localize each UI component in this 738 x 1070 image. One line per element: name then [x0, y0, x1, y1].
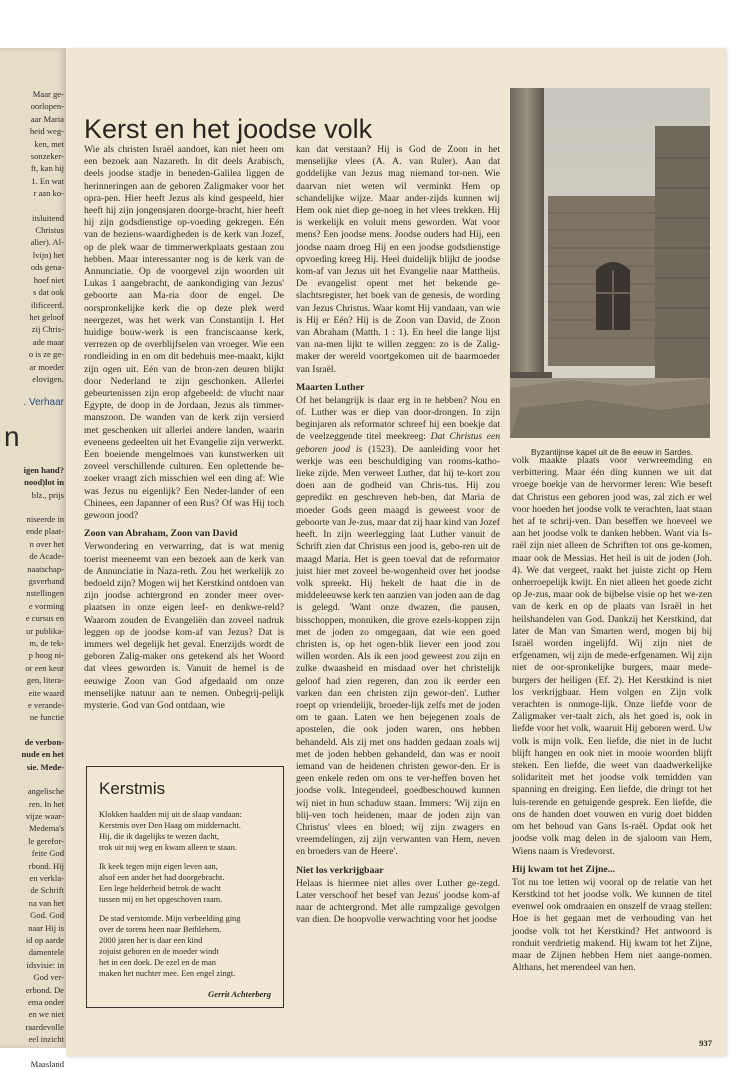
byzantine-chapel-image — [510, 88, 710, 438]
photo-caption: Byzantijnse kapel uit de 8e eeuw in Sardes. — [530, 447, 694, 457]
prev-page-line: God ver- — [33, 972, 64, 983]
prev-page-line: le gerefor- — [28, 835, 64, 846]
prev-page-line: alier). Al- — [30, 237, 64, 248]
poem-box — [86, 766, 284, 1008]
prev-page-line: gen, litera- — [26, 675, 64, 686]
previous-page-text — [4, 88, 66, 1070]
prev-page-line: s dat ook — [32, 287, 64, 298]
prev-page-line: ken, met — [34, 138, 64, 149]
prev-page-line: e verande- — [27, 700, 64, 711]
prev-page-line: nude en het — [21, 749, 64, 760]
prev-page-line — [4, 1046, 66, 1058]
prev-page-line — [4, 501, 66, 513]
poem-author: Gerrit Achterberg — [208, 989, 271, 999]
prev-page-line: vijze waar- — [25, 810, 64, 821]
prev-page-line — [4, 200, 66, 212]
poem-line: het in een doek. De ezel en de man — [99, 958, 216, 967]
prev-page-line: en we niet — [28, 1009, 64, 1020]
paragraph: Verwondering en verwarring, dat is wat menig toerist meeneemt van een bezoek aan de kerk van de Annunciatie in Naza-reth. Zou het werkelijk zo bedoeld zijn? Mogen wij het Kerstkind ontdoen van zijn joodse achtergrond en zonder meer over-plaatsen in onze eigen leef- en denkwe-reld? Waarom zouden de Evangeliën dan zoveel nadruk leggen op de joodse kom-af van Jezus? Dat is immers wel degelijk het geval. Enerzijds wordt de geboren Zalig-maker ons getekend als het Woord dat vlees geworden is. Vanuit de hemel is de eeuwige Zoon van God afgedaald om onze menselijke natuur aan te nemen. Onbegrij-pelijk mysterie. God van God ontdaan, wie — [84, 541, 284, 711]
prev-page-line: . Verhaar — [23, 397, 64, 409]
paragraph: Tot nu toe letten wij vooral op de relatie van het Kerstkind tot het joodse volk. We kunnen de titel evenwel ook omdraaien en onszelf de vraag stellen: Hoe is het gegaan met de verhouding van het joodse volk tot het Kerstkind? Het antwoord is ronduit verdrietig makend. Hij kwam tot het Zijne, maar de Zijnen hebben Hem niet aange-nomen. Althans, het merendeel van hen. — [512, 876, 712, 974]
prev-page-line: en verkla- — [29, 872, 64, 883]
prev-page-line: igen hand? — [23, 464, 64, 475]
prev-page-line: eel inzicht — [28, 1034, 64, 1045]
prev-page-line: de verbon- — [24, 736, 64, 747]
prev-page-line: erbond. De — [25, 984, 64, 995]
prev-page-line: m, de tek- — [29, 638, 64, 649]
article-title: Kerst en het joodse volk — [84, 114, 373, 144]
prev-page-line: na van het — [28, 897, 64, 908]
poem-stanza — [99, 809, 273, 853]
prev-page-line: n over het — [29, 538, 64, 549]
prev-page-line: ne functie — [29, 712, 64, 723]
prev-page-line: rbond. Hij — [28, 860, 64, 871]
prev-page-line: or een keur — [25, 662, 64, 673]
poem-line: Hij, die ik dagelijks te wezen dacht, — [99, 832, 220, 841]
subheading: Niet los verkrijgbaar — [296, 864, 384, 876]
magazine-page — [66, 48, 726, 1056]
prev-page-line: ren. In het — [28, 798, 64, 809]
poem-line: tussen mij en het opgeschoven raam. — [99, 895, 223, 904]
poem-line: 2000 jaren her is daar een kind — [99, 936, 203, 945]
poem-line: Een lege helderheid betrok de wacht — [99, 884, 222, 893]
poem-line: zojuist geboren en de moeder windt — [99, 947, 219, 956]
prev-page-line: feite God — [31, 848, 64, 859]
prev-page-line — [4, 773, 66, 785]
prev-page-line: niseerde in — [26, 513, 64, 524]
prev-page-line: ilificeerd. — [30, 299, 64, 310]
prev-page-line: 1. En wat — [31, 175, 64, 186]
poem-line: maken het nuchter mee. Een engel zingt. — [99, 969, 236, 978]
prev-page-line: ar moeder — [29, 361, 64, 372]
article-column-1 — [84, 144, 284, 712]
prev-page-line: hoef niet — [33, 274, 64, 285]
prev-page-line: nood)lot in — [24, 477, 64, 488]
poem-line: Klokken haalden mij uit de slaap vandaan: — [99, 810, 242, 819]
prev-page-line — [4, 724, 66, 736]
prev-page-line: Maar ge- — [32, 89, 64, 99]
poem-stanza — [99, 913, 273, 979]
prev-page-line: elovigen. — [32, 373, 64, 384]
article-column-2 — [296, 144, 500, 926]
subheading: Hij kwam tot het Zijne... — [512, 863, 616, 875]
prev-page-line: n — [4, 420, 20, 452]
prev-page-line: het geloof — [29, 311, 64, 322]
page-number: 937 — [699, 1038, 712, 1048]
prev-page-line: naatschap- — [27, 563, 64, 574]
prev-page-line: nstellingen — [26, 588, 64, 599]
book-title: Dat Christus een geboren jood is — [296, 431, 501, 455]
paragraph: volk maakte plaats voor verwreemding en verbittering. Maar één ding kunnen we uit dat vroege boekje van de hervormer leren: Wie beseft dat Christus een geboren jood was, zal zich er wel voor hoeden het joodse volk te verachten, laat staan het af te schrij-ven. Dan beseffen we hoeveel we aan het joodse volk te danken hebben. Want via Is-raël zijn niet alleen de Schriften tot ons ge-komen, maar ook de Messias. Het heil is uit de joden (Joh. 4). We dat vergeet, raakt het juiste zicht op Hem onherroepelijk kwijt. En niet alleen het goede zicht op Je-zus, maar ook de bijbelse visie op het we-zen van de kerk en op de plaats van Israël in het heilshandelen van God. Dankzij het Kerstkind, dat later de Man van Smarten werd, mogen bij bij Israël worden ingelijfd. Wij zijn niet de erfgenamen, wij zijn de mede-erfgenamen. Wij zijn niet de oor-spronkelijke burgers, maar mede-burgers der heiligen (Ef. 2). Het Kerstkind is niet los verkrijgbaar. Hem volgen en Zijn volk verachten is onmoge-lijk. Onze liefde voor de Zaligmaker ver-taalt zich, als het goed is, ook in liefde voor het volk, waaruit Hij geboren werd. Uw volk is mijn volk. Een liefde, die niet in de lucht blijft hangen en ook niet in mooie woorden blijft steken. Een liefde, die weet van daadwerkelijke solidariteit met het joodse volk temidden van spanning en dreiging. Een liefde, die dringt tot het luis-terende en getuigende gesprek. Een liefde, die ons de handen doet vouwen en vurig doet bidden om het behoud van Gans Is-raël. Opdat ook het joodse volk mag delen in de sjaloom van Hem, Wiens naam is Vredevorst. — [512, 455, 712, 857]
prev-page-line: idsvisie: in — [26, 959, 64, 970]
poem-line: Kerstmis over Den Haag om middernacht. — [99, 821, 241, 830]
article-column-3 — [512, 455, 712, 974]
poem-title: Kerstmis — [99, 779, 166, 798]
poem-line: De stad verstomde. Mijn verbeelding ging — [99, 914, 241, 923]
prev-page-line: p hoog ni- — [28, 650, 64, 661]
paragraph-text: Of het belangrijk is daar erg in te hebben? Nou en of. Luther was er diep van door-drongen. In zijn beginjaren als reformator schreef hij een boekje dat de veelzeggende titel meekreeg: — [296, 394, 500, 443]
prev-page-line: lvijn) het — [32, 249, 64, 260]
subheading: Maarten Luther — [296, 381, 365, 393]
prev-page-line: e cursus en — [25, 613, 64, 624]
prev-page-line: Christus — [35, 225, 64, 236]
prev-page-line: oorlopen- — [30, 101, 64, 112]
prev-page-line: blz., prijs — [31, 489, 64, 500]
prev-page-line: ade maar — [32, 336, 64, 347]
prev-page-line: ods gena- — [30, 262, 64, 273]
prev-page-line: sonzeker- — [30, 151, 64, 162]
paragraph-text: (1523). De aanleiding voor het werkje was een beschuldiging van rooms-katho-lieke zijde. Men verweet Luther, dat hij te-kort zou doen aan de godheid van Chris-tus. Hij zou gepredikt en geschreven heb-ben, dat Maria de moeder Gods geen maagd is geweest voor de geboorte van Je-zus, maar dat zij haar kind van Jozef heeft. In zijn weerlegging laat Luther vanuit de Schrift zien dat Christus een jood is, gebo-ren uit de maagd Maria. Het is geen toeval dat de reformator juist hier met zoveel be-wogenheid over het joodse volk spreekt. Hij hekelt de haat die in de middeleeuwse kerk ten aanzien van joden aan de dag is gelegd. 'Want onze dwazen, die pausen, bisschoppen, monniken, die grove ezels-koppen zijn met de joden zo omgegaan, dat wie een goed christen is, op het ogen-blik liever een jood zou willen worden. Als ik een jood geweest zou zijn en zulke dwaasheid en misdaad over het christelijk geloof had zien regeren, dan zou ik eerder een varken dan een christen zijn gewor-den'. Luther roept op vriendelijk, broeder-lijk zelfs met de joden om te gaan. Laten we hen bejegenen zoals de apostelen, die ook joden waren, ons hebben behandeld. Als zij met ons hadden gedaan zoals wij met de joden hebben gehandeld, dan was er nooit iemand van de heidenen christen gewor-den. Er is geen enkele reden om ons te ver-heffen boven het joodse volk. Integendeel, goedbeschouwd kunnen wij niet in hun schaduw staan. Immers: 'Wij zijn en blij-ven toch heidenen, maar de joden zijn van Christus' vlees en bloed; wij zijn zwagers en vreemdelingen, zij zijn verwanten van Hem, neven en broeders van de Heere'. — [296, 443, 500, 858]
prev-page-line — [4, 410, 66, 422]
prev-page-line: id op aarde — [25, 934, 64, 945]
prev-page-line — [4, 452, 66, 464]
subheading: Zoon van Abraham, Zoon van David — [84, 528, 238, 540]
prev-page-line: eite waard — [28, 687, 64, 698]
prev-page-line: heid weg- — [29, 126, 64, 137]
prev-page-line: de Schrift — [30, 885, 64, 896]
prev-page-line: Medema's — [29, 823, 64, 834]
prev-page-line: ur publika- — [26, 625, 64, 636]
prev-page-line: o is ze ge- — [28, 349, 64, 360]
prev-page-line: e vorming — [28, 600, 64, 611]
poem-line: trok uit mij weg en kwam alleen te staan. — [99, 843, 237, 852]
prev-page-line: ema onder — [27, 997, 64, 1007]
prev-page-line: zij Chris- — [31, 324, 64, 335]
prev-page-line: ft, kan hij — [30, 163, 64, 174]
prev-page-line: raardevolle — [25, 1021, 64, 1032]
paragraph — [296, 395, 500, 859]
prev-page-line: angelische — [27, 786, 64, 797]
poem-line: over de torens heen naar Bethlehem. — [99, 925, 222, 934]
paragraph: Wie als christen Israël aandoet, kan niet heen om een bezoek aan Nazareth. In dit deels Arabisch, deels joodse stadje in beneden-Galilea liggen de herinneringen aan de geboren Zaligmaker voor het opra-pen. Hier heeft Jezus als kind gespeeld, hier heeft hij zijn jongensjaren doorge-bracht, hier heeft hij zijn godsdienstige op-voeding gekregen. Eén van de beziens-waardigheden is de kerk van Jozef, op de plek waar de timmerwerkplaats gestaan zou hebben. Maar interessanter nog is de kerk van de Annunciatie. Op de voorgevel zijn woorden uit Lukas 1 aangebracht, de aankondiging van Jezus' geboorte aan Ma-ria door de engel. De oorspronkelijke kerk die op deze plek werd neergezet, was het werk van Constantijn I. Het huidige bouw-werk is een franciscaanse kerk, verrezen op de overblijfselen van vroeger. Wie een rondleiding in en om dit bedehuis mee-maakt, kijkt zijn ogen uit. Eén van de bron-zen deuren blijkt door Nederland te zijn geschonken. Allerlei gebeurtenissen zijn erop afgebeeld: de vlucht naar Egypte, de doop in de Jordaan, Jezus als timmer-manszoon. De wanden van de kerk zijn versierd met geschenken uit allerlei andere landen, waarin eveneens gedeelten uit het Evangelie zijn verwerkt. Een boeiende mengelmoes van kunstwerken uit zoveel verschillende culturen. Een oplettende be-zoeker vraagt zich misschien wel een ding af: Wie was Jezus nu eigenlijk? Een Neder-lander of een Chinees, een Japanner of een Rus? Of was Hij toch gewoon jood? — [84, 144, 284, 522]
prev-page-line: sie. Mede- — [26, 761, 64, 772]
prev-page-line: gsverband — [28, 576, 64, 586]
paragraph: Helaas is hiermee niet alles over Luther ge-zegd. Later verschoof het besef van Jezus' joodse kom-af naar de achtergrond. Met alle rampzalige gevolgen van dien. De hoopvolle verwachting voor het joodse — [296, 877, 500, 926]
poem-line: Ik keek tegen mijn eigen leven aan, — [99, 862, 218, 871]
prev-page-line: damentele — [28, 947, 64, 958]
prev-page-line: aar Maria — [30, 113, 64, 124]
previous-page-edge — [0, 48, 66, 1069]
prev-page-line: Maasland — [30, 1058, 64, 1069]
poem-stanza — [99, 861, 273, 905]
prev-page-line: de Acade- — [29, 551, 64, 562]
prev-page-line: naar Hij is — [28, 922, 64, 933]
prev-page-line: itsluitend — [32, 212, 64, 223]
prev-page-line — [4, 385, 66, 397]
prev-page-line: ende plaat- — [26, 526, 64, 537]
prev-page-line: God. God — [30, 910, 64, 921]
poem-line: alsof een ander het had doorgebracht. — [99, 873, 225, 882]
prev-page-line: r aan ko- — [33, 188, 64, 199]
ruins-photo — [510, 88, 710, 438]
paragraph: kan dat verstaan? Hij is God de Zoon in het menselijke vlees (A. A. van Ruler). Aan dat goddelijke van Jezus mag niemand tor-nen. Wie daarvan niet weten wil verminkt Hem op schandelijke wijze. Maar ander-zijds kunnen wij Hem ook niet diep ge-noeg in het vlees trekken. Hij is werkelijk en voluit mens geworden. Wat voor mens? Een joodse mens. Joodse ouders had Hij, een joodse naam droeg Hij en een joodse godsdienstige opvoeding kreeg Hij. Heel duidelijk blijkt de joodse kom-af van Jezus uit het Evangelie naar Mattheüs. De evangelist opent met het bekende ge-slachtsregister, het boek van de genesis, de wording van Jezus Christus. Waar komt Hij vandaan, van wie is Hij er Eén? Hij is de Zoon van David, de Zoon van Abraham (Matth. 1 : 1). En heel die lange lijst van na-men lijkt te willen zeggen: zo is de Zalig-maker der wereld voortgekomen uit de baarmoeder van Israël. — [296, 144, 500, 375]
